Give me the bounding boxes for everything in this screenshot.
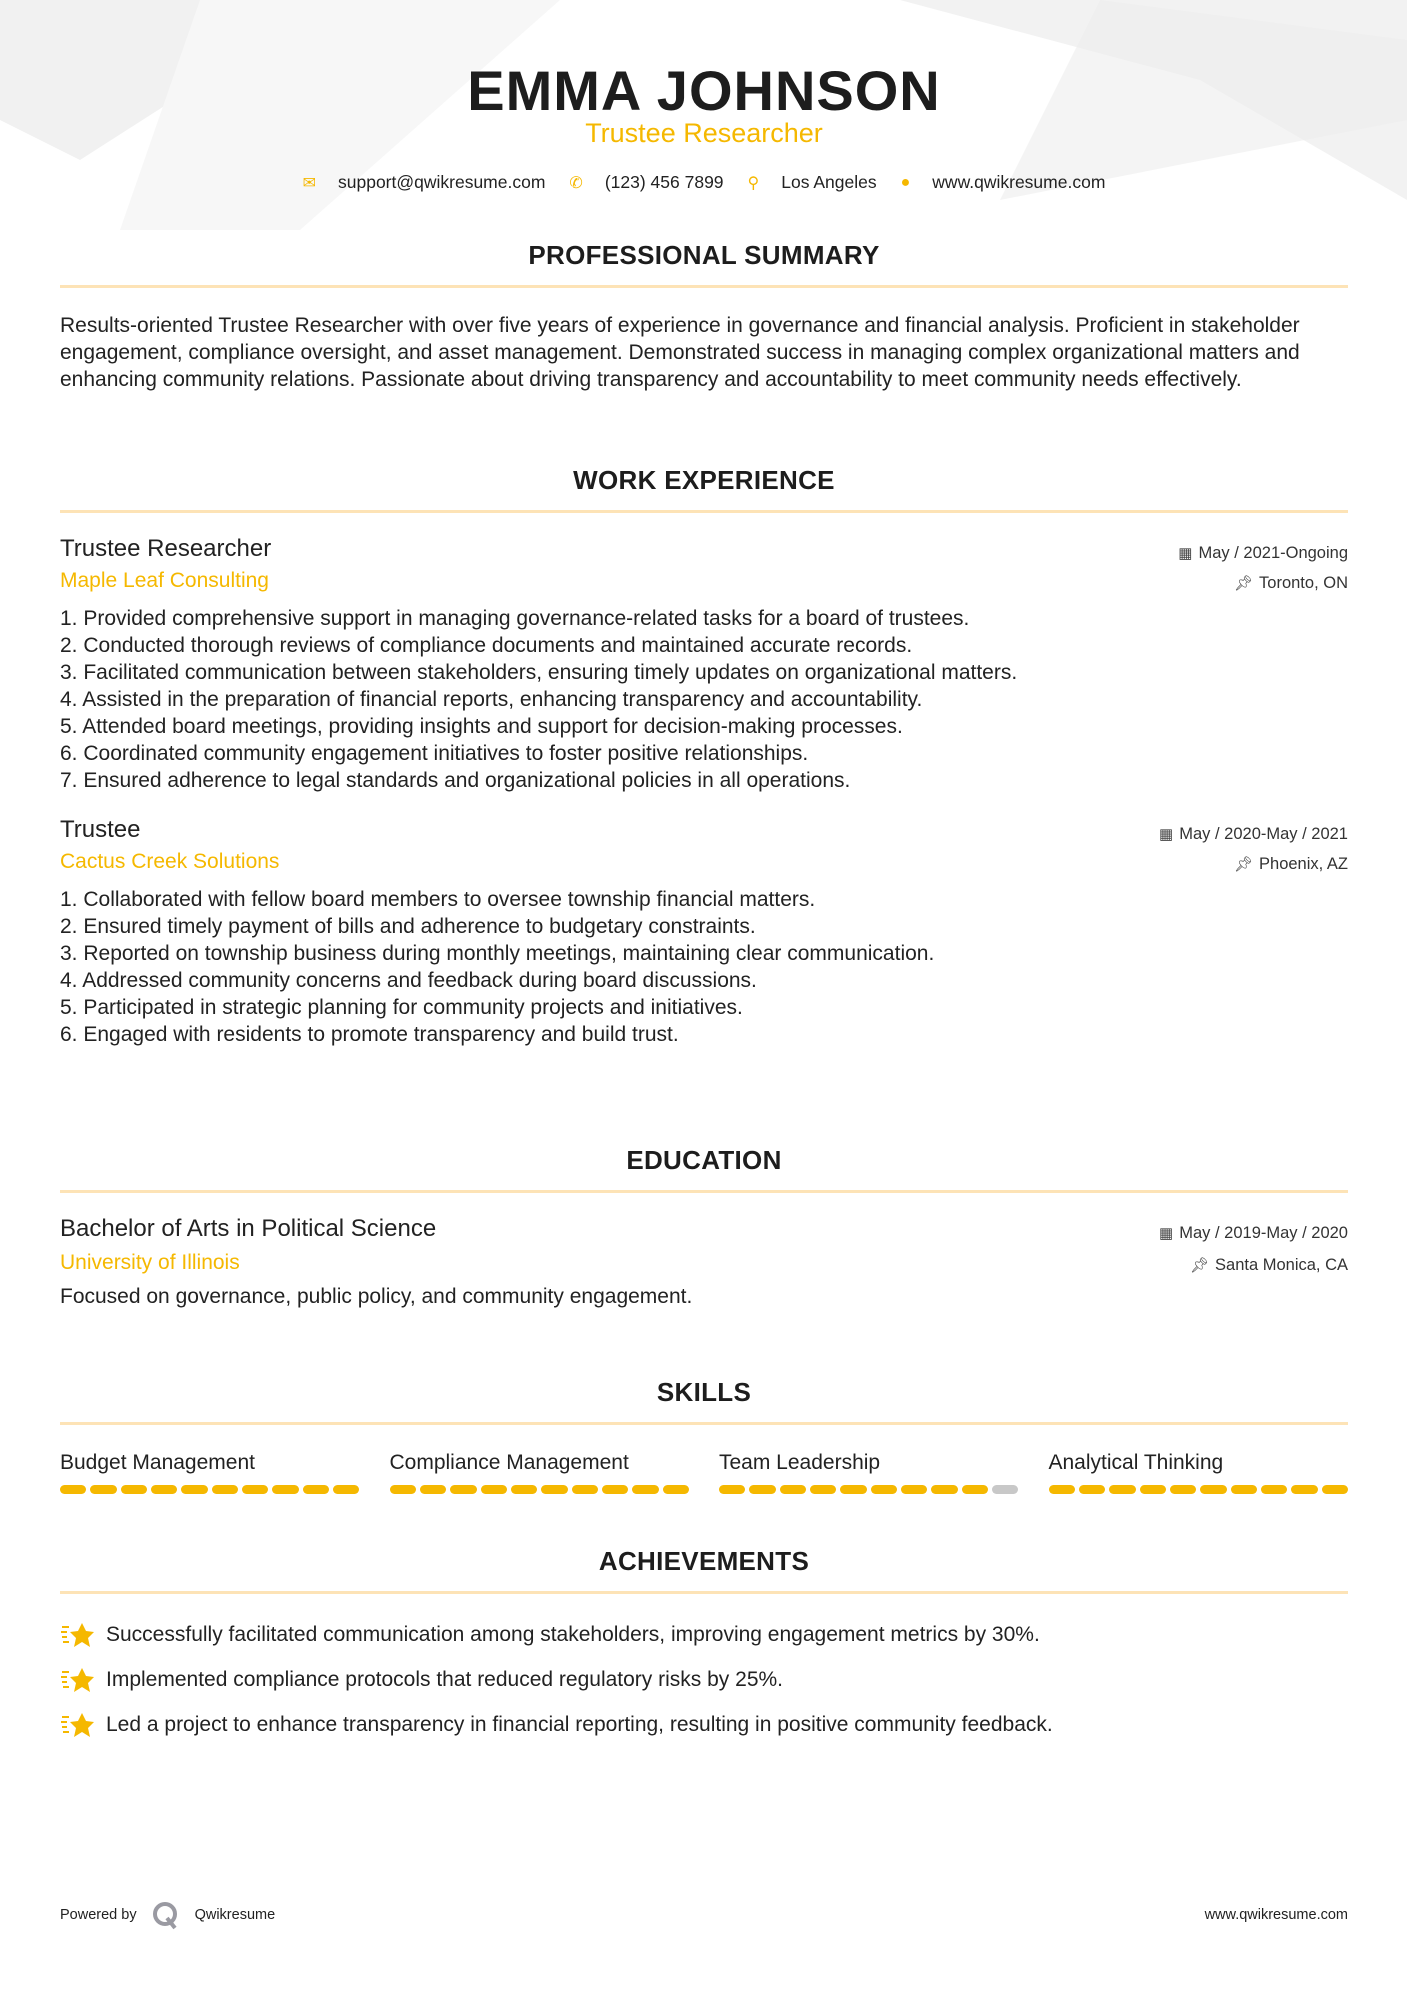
company-name: Maple Leaf Consulting — [60, 569, 269, 592]
star-icon — [60, 1711, 96, 1739]
skill-item — [390, 1451, 690, 1494]
skills-section — [60, 1377, 1348, 1494]
skill-level-segment — [901, 1485, 927, 1494]
skill-level-bar — [719, 1485, 1019, 1494]
achievement-text: Led a project to enhance transparency in financial reporting, resulting in positive community feedback. — [106, 1712, 1053, 1736]
map-pin-icon: ⚲ — [747, 174, 760, 192]
list-item: 3. Facilitated communication between stakeholders, ensuring timely updates on organizational matters. — [60, 661, 1018, 684]
skill-level-segment — [1170, 1485, 1196, 1494]
skill-level-segment — [450, 1485, 476, 1494]
list-item: 1. Provided comprehensive support in managing governance-related tasks for a board of trustees. — [60, 607, 970, 630]
skill-level-segment — [931, 1485, 957, 1494]
email-text: support@qwikresume.com — [338, 172, 546, 192]
skill-level-bar — [1049, 1485, 1349, 1494]
skill-level-segment — [151, 1485, 177, 1494]
skill-level-segment — [1291, 1485, 1317, 1494]
divider — [60, 1591, 1348, 1594]
job-entry — [60, 816, 1348, 1048]
list-item: 6. Coordinated community engagement initiatives to foster positive relationships. — [60, 742, 809, 765]
section-heading: ACHIEVEMENTS — [598, 1546, 810, 1576]
candidate-title: Trustee Researcher — [585, 118, 823, 148]
job-title: Trustee — [60, 816, 141, 843]
skill-level-segment — [541, 1485, 567, 1494]
skill-level-segment — [181, 1485, 207, 1494]
skill-level-segment — [749, 1485, 775, 1494]
phone-icon: ✆ — [569, 174, 583, 192]
skill-level-segment — [602, 1485, 628, 1494]
section-heading: SKILLS — [656, 1377, 752, 1407]
job-date: May / 2021-Ongoing — [1198, 544, 1348, 562]
contact-website[interactable] — [901, 172, 1106, 193]
footer-url[interactable]: www.qwikresume.com — [1204, 1907, 1348, 1923]
experience-section — [60, 465, 1348, 1048]
education-section — [60, 1145, 1348, 1309]
job-title: Trustee Researcher — [60, 535, 272, 562]
summary-section — [60, 240, 1348, 393]
qwikresume-logo-icon — [151, 1900, 181, 1930]
skill-level-segment — [60, 1485, 86, 1494]
job-location: Toronto, ON — [1259, 574, 1348, 592]
contact-location — [748, 172, 877, 193]
skill-level-segment — [632, 1485, 658, 1494]
skill-item — [719, 1451, 1019, 1494]
list-item: 1. Collaborated with fellow board members to oversee township financial matters. — [60, 888, 816, 911]
skill-level-segment — [212, 1485, 238, 1494]
list-item: 2. Conducted thorough reviews of compliance documents and maintained accurate records. — [60, 634, 913, 657]
skill-level-segment — [511, 1485, 537, 1494]
skill-level-segment — [303, 1485, 329, 1494]
skill-level-segment — [1049, 1485, 1075, 1494]
contact-phone — [569, 172, 723, 193]
skill-level-segment — [420, 1485, 446, 1494]
list-item: 4. Addressed community concerns and feedback during board discussions. — [60, 969, 757, 992]
skill-level-segment — [1261, 1485, 1287, 1494]
contact-bar — [60, 172, 1348, 193]
envelope-icon: ✉ — [302, 174, 316, 192]
job-date: May / 2020-May / 2021 — [1179, 825, 1348, 843]
skill-level-segment — [1079, 1485, 1105, 1494]
pin-icon: 📌︎ — [1233, 575, 1254, 592]
skill-level-segment — [719, 1485, 745, 1494]
divider — [60, 285, 1348, 288]
section-heading: EDUCATION — [626, 1145, 782, 1175]
achievement-item — [60, 1657, 1348, 1702]
school-name: University of Illinois — [60, 1251, 240, 1274]
achievements-section — [60, 1546, 1348, 1747]
footer — [60, 1900, 1348, 1930]
skill-item — [60, 1451, 360, 1494]
list-item: 7. Ensured adherence to legal standards and organizational policies in all operations. — [60, 769, 851, 792]
location-text: Los Angeles — [781, 172, 877, 192]
education-date: May / 2019-May / 2020 — [1179, 1224, 1348, 1242]
divider — [60, 1422, 1348, 1425]
job-entry — [60, 535, 1348, 794]
calendar-icon: ▦ — [1159, 1225, 1174, 1242]
divider — [60, 1190, 1348, 1193]
phone-text: (123) 456 7899 — [604, 172, 724, 192]
skill-level-segment — [390, 1485, 416, 1494]
skill-level-segment — [1109, 1485, 1135, 1494]
skill-level-segment — [572, 1485, 598, 1494]
skill-item — [1049, 1451, 1349, 1494]
skill-level-segment — [481, 1485, 507, 1494]
section-heading: WORK EXPERIENCE — [573, 465, 835, 495]
star-icon — [60, 1621, 96, 1649]
pin-icon: 📌︎ — [1233, 856, 1254, 873]
powered-by-label: Powered by — [60, 1907, 137, 1923]
achievement-text: Implemented compliance protocols that reduced regulatory risks by 25%. — [106, 1667, 784, 1691]
skill-label: Compliance Management — [389, 1451, 629, 1474]
list-item: 3. Reported on township business during monthly meetings, maintaining clear communication. — [60, 942, 935, 965]
job-bullets — [60, 605, 1348, 794]
calendar-icon: ▦ — [1159, 826, 1174, 843]
section-heading: PROFESSIONAL SUMMARY — [528, 240, 880, 270]
skill-label: Team Leadership — [719, 1451, 881, 1474]
achievement-item — [60, 1702, 1348, 1747]
divider — [60, 510, 1348, 513]
star-icon — [60, 1666, 96, 1694]
calendar-icon: ▦ — [1178, 545, 1193, 562]
skill-level-bar — [390, 1485, 690, 1494]
education-description: Focused on governance, public policy, and community engagement. — [60, 1285, 693, 1308]
skill-level-segment — [242, 1485, 268, 1494]
skill-label: Budget Management — [60, 1451, 255, 1474]
skill-level-segment — [663, 1485, 689, 1494]
contact-email[interactable] — [303, 172, 546, 193]
skill-level-bar — [60, 1485, 360, 1494]
globe-icon: ● — [900, 173, 911, 191]
skill-label: Analytical Thinking — [1048, 1451, 1224, 1474]
skill-level-segment — [780, 1485, 806, 1494]
skill-level-segment — [992, 1485, 1018, 1494]
pin-icon: 📌︎ — [1189, 1257, 1210, 1274]
skill-level-segment — [1322, 1485, 1348, 1494]
skill-level-segment — [272, 1485, 298, 1494]
achievement-text: Successfully facilitated communication among stakeholders, improving engagement metrics by 30%. — [106, 1622, 1040, 1646]
skill-level-segment — [962, 1485, 988, 1494]
list-item: 4. Assisted in the preparation of financial reports, enhancing transparency and accountability. — [60, 688, 923, 711]
list-item: 6. Engaged with residents to promote transparency and build trust. — [60, 1023, 679, 1046]
list-item: 5. Participated in strategic planning for community projects and initiatives. — [60, 996, 743, 1019]
skill-level-segment — [90, 1485, 116, 1494]
candidate-name: EMMA JOHNSON — [467, 59, 941, 122]
website-text: www.qwikresume.com — [932, 172, 1106, 192]
skill-level-segment — [1140, 1485, 1166, 1494]
skill-level-segment — [871, 1485, 897, 1494]
job-location: Phoenix, AZ — [1259, 855, 1348, 873]
skill-level-segment — [333, 1485, 359, 1494]
skill-level-segment — [840, 1485, 866, 1494]
achievement-item — [60, 1612, 1348, 1657]
company-name: Cactus Creek Solutions — [60, 850, 280, 873]
summary-text: Results-oriented Trustee Researcher with over five years of experience in governance and financial analysis. Proficient in stakeholder engagement, compliance oversight, and asset management. Demonstrated success in managing complex organizational matters and enhancing community relations. Passionate about driving transparency and accountability to meet community needs effectively. — [60, 314, 1300, 391]
list-item: 2. Ensured timely payment of bills and adherence to budgetary constraints. — [60, 915, 756, 938]
qwikresume-link[interactable]: Qwikresume — [194, 1907, 276, 1923]
skill-level-segment — [1231, 1485, 1257, 1494]
education-location: Santa Monica, CA — [1215, 1256, 1348, 1274]
skill-level-segment — [121, 1485, 147, 1494]
skill-level-segment — [1200, 1485, 1226, 1494]
degree: Bachelor of Arts in Political Science — [60, 1215, 437, 1242]
skill-level-segment — [810, 1485, 836, 1494]
list-item: 5. Attended board meetings, providing insights and support for decision-making processes. — [60, 715, 903, 738]
job-bullets — [60, 886, 1348, 1048]
